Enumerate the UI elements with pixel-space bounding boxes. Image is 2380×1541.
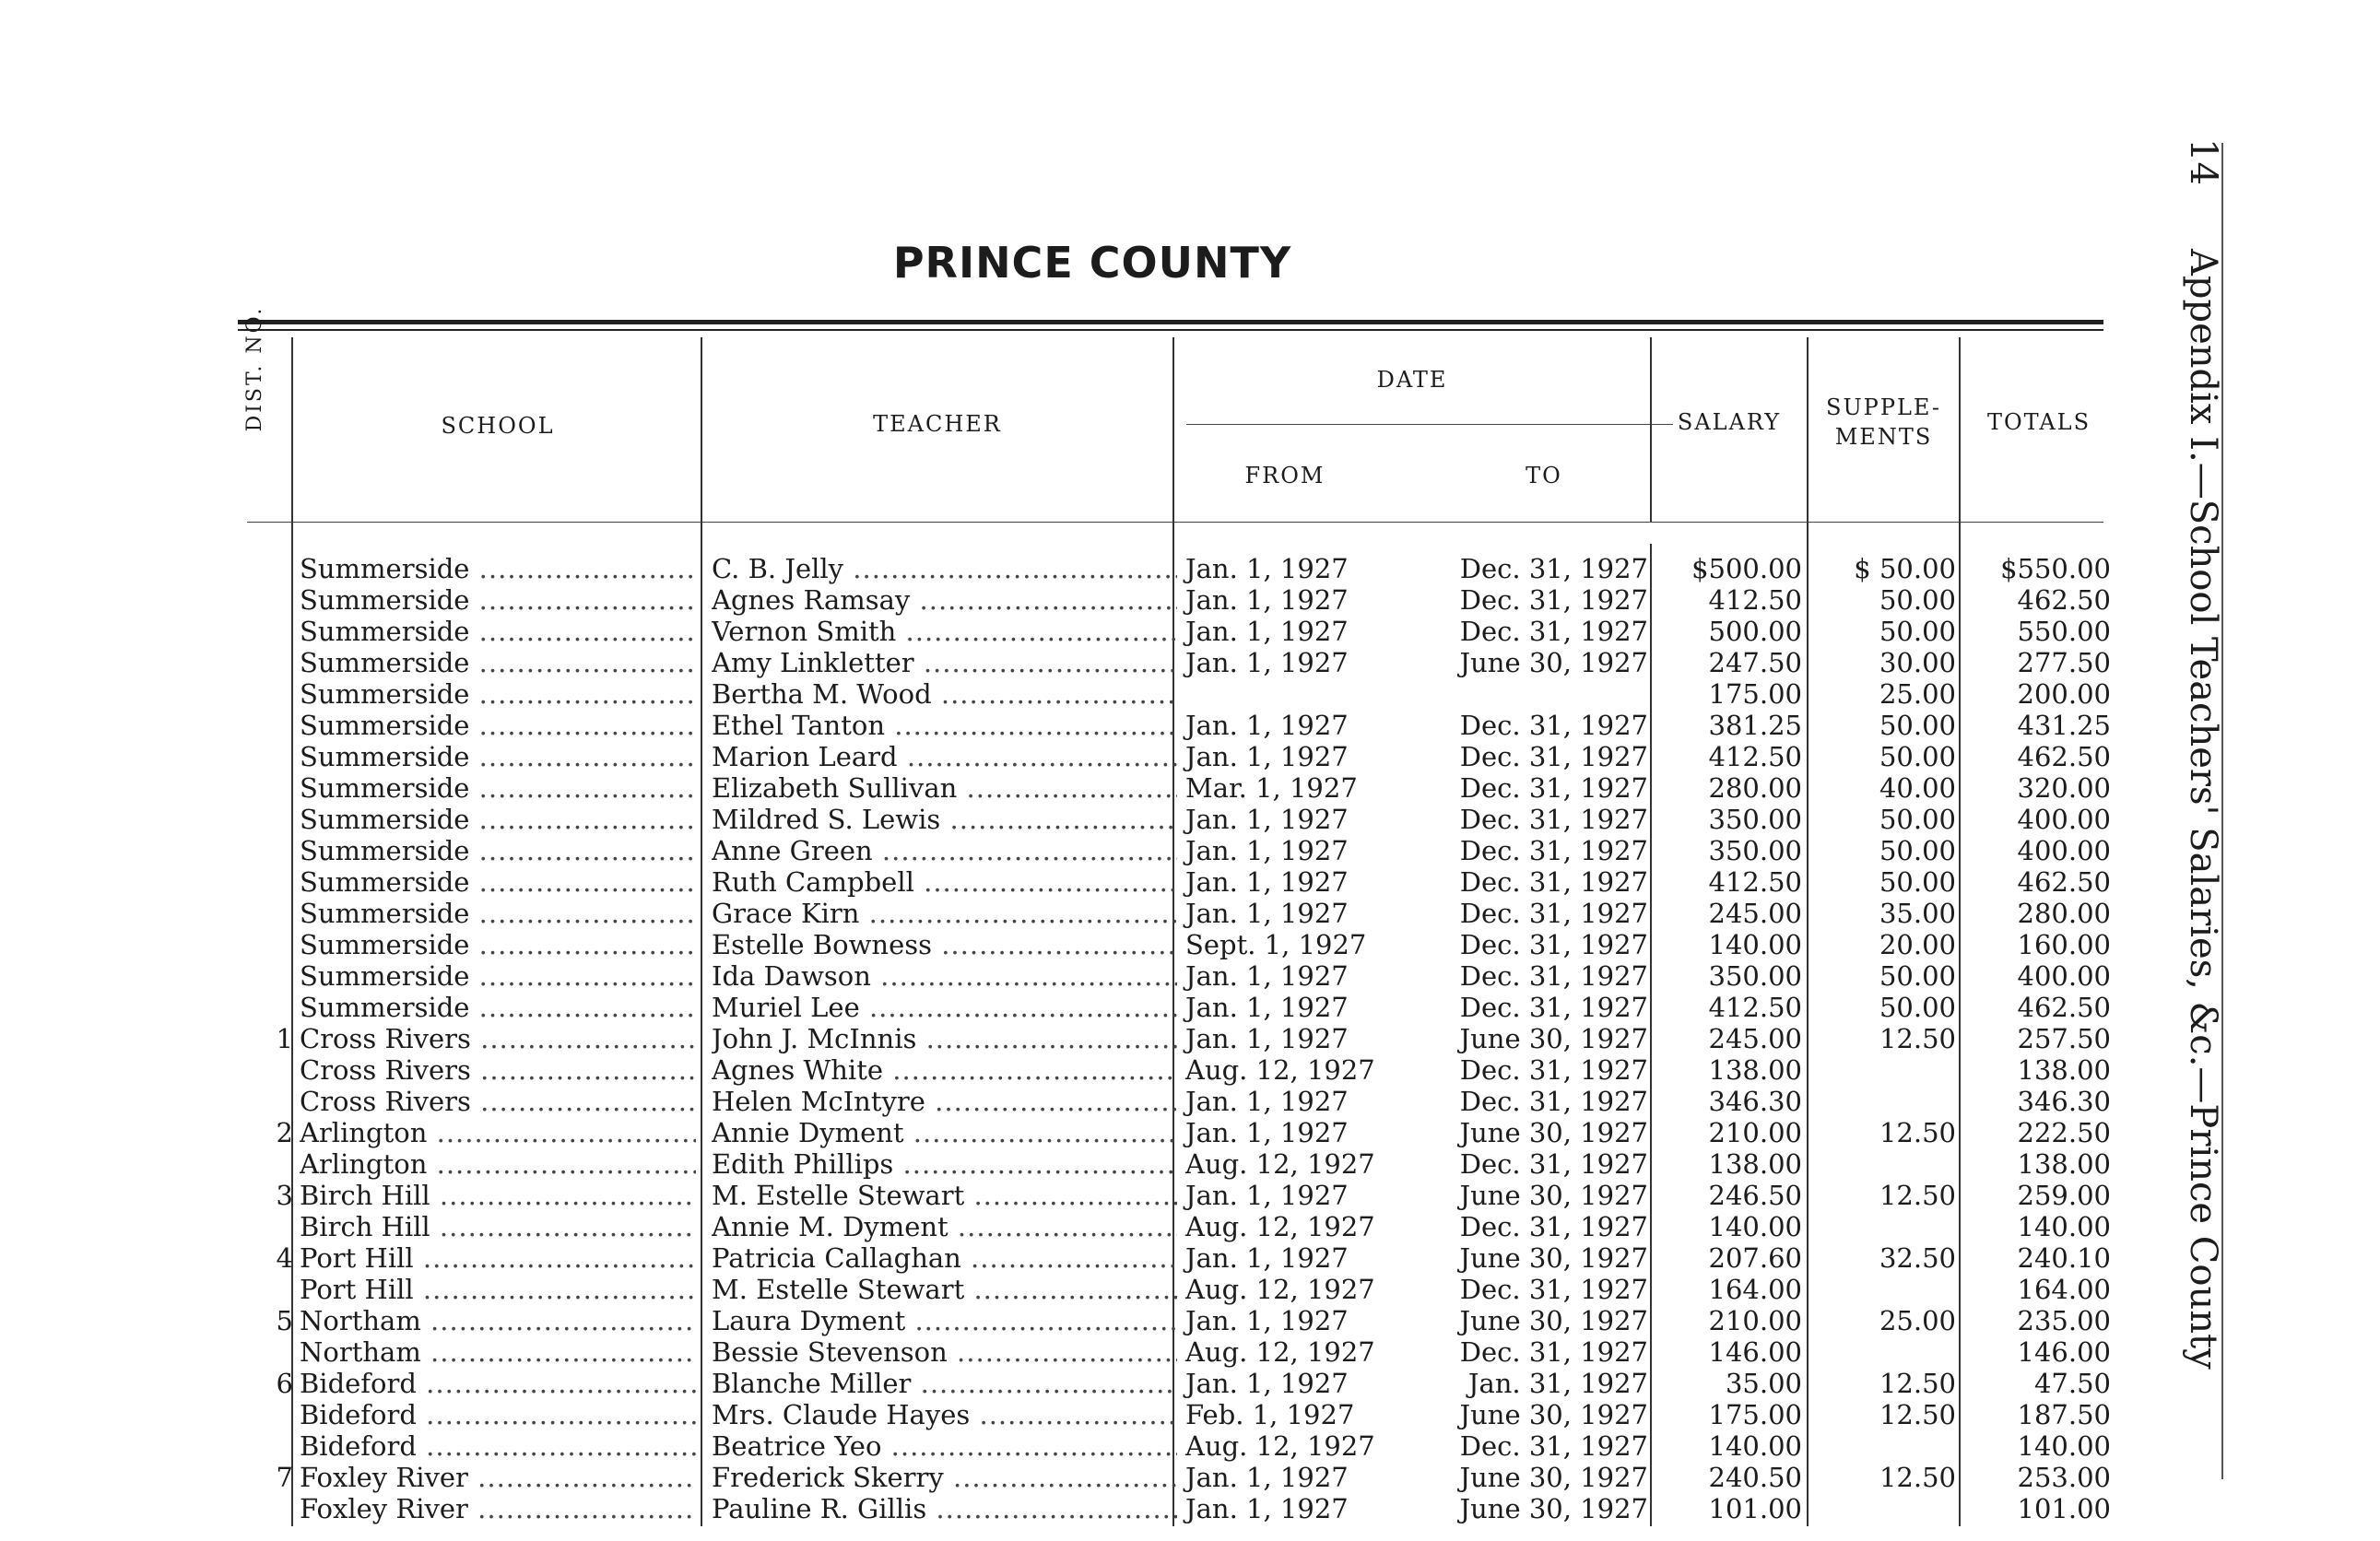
page-title: PRINCE COUNTY: [892, 238, 1292, 288]
date-divider-rule: [1186, 424, 1673, 425]
table-row: [0, 1305, 2212, 1336]
header-supplements-line1: SUPPLE-: [1826, 394, 1941, 420]
dist-number: 5: [276, 1305, 293, 1336]
date-from: Jan. 1, 1927: [1185, 1086, 1349, 1117]
table-row: [0, 1086, 2212, 1117]
salary-amount: 350.00: [1708, 960, 1802, 992]
teacher-name: Patricia Callaghan .....: [712, 1242, 1177, 1274]
table-row: [0, 1148, 2212, 1180]
date-to: Jan. 31, 1927: [1467, 1368, 1648, 1399]
school-name: Bideford .....: [300, 1368, 696, 1399]
salary-amount: 35.00: [1725, 1368, 1802, 1399]
total-amount: 550.00: [2017, 616, 2111, 647]
salary-amount: 350.00: [1708, 835, 1802, 866]
date-from: Jan. 1, 1927: [1185, 960, 1349, 992]
header-school: SCHOOL: [441, 413, 555, 439]
salary-amount: 412.50: [1708, 584, 1802, 616]
total-amount: 240.10: [2017, 1242, 2111, 1274]
total-amount: 187.50: [2017, 1399, 2111, 1430]
supplements-amount: 40.00: [1879, 772, 1956, 804]
teacher-name: Annie M. Dyment .....: [712, 1211, 1177, 1242]
header-top-rule-thin: [238, 329, 2103, 331]
table-row: [0, 992, 2212, 1023]
date-to: June 30, 1927: [1459, 1399, 1648, 1430]
date-from: Jan. 1, 1927: [1185, 866, 1349, 898]
table-row: [0, 1430, 2212, 1462]
date-from: Jan. 1, 1927: [1185, 1493, 1349, 1524]
table-row: [0, 1493, 2212, 1524]
total-amount: 253.00: [2017, 1462, 2111, 1493]
school-name: Summerside .....: [300, 804, 696, 835]
table-row: [0, 1336, 2212, 1368]
salary-amount: 164.00: [1708, 1274, 1802, 1305]
supplements-amount: 32.50: [1879, 1242, 1956, 1274]
date-to: June 30, 1927: [1459, 1117, 1648, 1148]
salary-amount: 140.00: [1708, 1430, 1802, 1462]
dist-number: 1: [276, 1023, 293, 1054]
date-to: Dec. 31, 1927: [1459, 835, 1648, 866]
header-date: DATE: [1376, 367, 1448, 393]
school-name: Arlington .....: [300, 1148, 696, 1180]
total-amount: 400.00: [2017, 960, 2111, 992]
total-amount: $550.00: [2000, 553, 2111, 584]
school-name: Arlington .....: [300, 1117, 696, 1148]
side-page-number: 14: [2182, 138, 2224, 185]
salary-amount: 412.50: [1708, 866, 1802, 898]
date-from: Jan. 1, 1927: [1185, 804, 1349, 835]
supplements-amount: 30.00: [1879, 647, 1956, 678]
date-to: Dec. 31, 1927: [1459, 1148, 1648, 1180]
total-amount: 164.00: [2017, 1274, 2111, 1305]
date-to: June 30, 1927: [1459, 1305, 1648, 1336]
school-name: Summerside .....: [300, 553, 696, 584]
supplements-amount: 50.00: [1879, 616, 1956, 647]
school-name: Port Hill .....: [300, 1274, 696, 1305]
date-to: June 30, 1927: [1459, 1023, 1648, 1054]
date-to: June 30, 1927: [1459, 1462, 1648, 1493]
table-row: [0, 741, 2212, 772]
date-from: Jan. 1, 1927: [1185, 1305, 1349, 1336]
table-row: [0, 678, 2212, 710]
teacher-name: Ida Dawson .....: [712, 960, 1177, 992]
salary-amount: 146.00: [1708, 1336, 1802, 1368]
total-amount: 346.30: [2017, 1086, 2111, 1117]
date-to: Dec. 31, 1927: [1459, 772, 1648, 804]
total-amount: 462.50: [2017, 741, 2111, 772]
dist-number: 7: [276, 1462, 293, 1493]
salary-amount: 247.50: [1708, 647, 1802, 678]
supplements-amount: 12.50: [1879, 1117, 1956, 1148]
salary-amount: $500.00: [1691, 553, 1802, 584]
date-from: Jan. 1, 1927: [1185, 584, 1349, 616]
date-to: Dec. 31, 1927: [1459, 866, 1648, 898]
header-supplements-line2: MENTS: [1834, 424, 1933, 450]
total-amount: 200.00: [2017, 678, 2111, 710]
salary-amount: 245.00: [1708, 1023, 1802, 1054]
teacher-name: John J. McInnis .....: [712, 1023, 1177, 1054]
date-from: Aug. 12, 1927: [1185, 1336, 1375, 1368]
table-row: [0, 898, 2212, 929]
school-name: Birch Hill .....: [300, 1180, 696, 1211]
supplements-amount: 12.50: [1879, 1399, 1956, 1430]
total-amount: 277.50: [2017, 647, 2111, 678]
date-from: Aug. 12, 1927: [1185, 1274, 1375, 1305]
date-to: Dec. 31, 1927: [1459, 992, 1648, 1023]
date-from: Aug. 12, 1927: [1185, 1054, 1375, 1086]
date-from: Jan. 1, 1927: [1185, 1242, 1349, 1274]
supplements-amount: 12.50: [1879, 1462, 1956, 1493]
date-to: Dec. 31, 1927: [1459, 1430, 1648, 1462]
supplements-amount: 50.00: [1879, 804, 1956, 835]
date-to: Dec. 31, 1927: [1459, 1054, 1648, 1086]
table-row: [0, 1242, 2212, 1274]
date-to: Dec. 31, 1927: [1459, 804, 1648, 835]
salary-amount: 210.00: [1708, 1117, 1802, 1148]
salary-amount: 207.60: [1708, 1242, 1802, 1274]
school-name: Summerside .....: [300, 710, 696, 741]
table-row: [0, 1462, 2212, 1493]
teacher-name: Pauline R. Gillis .....: [712, 1493, 1177, 1524]
date-from: Aug. 12, 1927: [1185, 1430, 1375, 1462]
salary-table-body: [0, 553, 2212, 1524]
teacher-name: Grace Kirn .....: [712, 898, 1177, 929]
table-row: [0, 866, 2212, 898]
total-amount: 138.00: [2017, 1148, 2111, 1180]
table-row: [0, 960, 2212, 992]
school-name: Summerside .....: [300, 960, 696, 992]
teacher-name: Agnes Ramsay .....: [712, 584, 1177, 616]
school-name: Foxley River .....: [300, 1493, 696, 1524]
teacher-name: M. Estelle Stewart .....: [712, 1180, 1177, 1211]
dist-number: 2: [276, 1117, 293, 1148]
teacher-name: Estelle Bowness .....: [712, 929, 1177, 960]
supplements-amount: 50.00: [1879, 960, 1956, 992]
table-row: [0, 553, 2212, 584]
supplements-amount: 20.00: [1879, 929, 1956, 960]
date-to: Dec. 31, 1927: [1459, 741, 1648, 772]
supplements-amount: 50.00: [1879, 992, 1956, 1023]
teacher-name: Bessie Stevenson .....: [712, 1336, 1177, 1368]
salary-amount: 140.00: [1708, 1211, 1802, 1242]
table-row: [0, 804, 2212, 835]
side-caption: Appendix I.—School Teachers' Salaries, &c.—Prince County: [2182, 249, 2224, 1370]
total-amount: 222.50: [2017, 1117, 2111, 1148]
school-name: Bideford .....: [300, 1430, 696, 1462]
teacher-name: Laura Dyment .....: [712, 1305, 1177, 1336]
salary-amount: 346.30: [1708, 1086, 1802, 1117]
header-bottom-rule: [247, 522, 2103, 523]
school-name: Summerside .....: [300, 678, 696, 710]
teacher-name: Blanche Miller .....: [712, 1368, 1177, 1399]
date-from: Feb. 1, 1927: [1185, 1399, 1355, 1430]
table-row: [0, 772, 2212, 804]
date-from: Sept. 1, 1927: [1185, 929, 1367, 960]
date-from: Jan. 1, 1927: [1185, 710, 1349, 741]
supplements-amount: 50.00: [1879, 835, 1956, 866]
salary-amount: 412.50: [1708, 992, 1802, 1023]
total-amount: 140.00: [2017, 1211, 2111, 1242]
total-amount: 320.00: [2017, 772, 2111, 804]
total-amount: 259.00: [2017, 1180, 2111, 1211]
date-from: Jan. 1, 1927: [1185, 898, 1349, 929]
date-from: Jan. 1, 1927: [1185, 553, 1349, 584]
salary-amount: 500.00: [1708, 616, 1802, 647]
school-name: Summerside .....: [300, 835, 696, 866]
header-top-rule: [238, 320, 2103, 324]
date-to: Dec. 31, 1927: [1459, 710, 1648, 741]
table-row: [0, 1399, 2212, 1430]
teacher-name: Amy Linkletter .....: [712, 647, 1177, 678]
date-to: June 30, 1927: [1459, 1180, 1648, 1211]
total-amount: 257.50: [2017, 1023, 2111, 1054]
date-to: Dec. 31, 1927: [1459, 1336, 1648, 1368]
teacher-name: Helen McIntyre .....: [712, 1086, 1177, 1117]
date-to: Dec. 31, 1927: [1459, 584, 1648, 616]
total-amount: 47.50: [2033, 1368, 2111, 1399]
teacher-name: Ethel Tanton .....: [712, 710, 1177, 741]
date-to: June 30, 1927: [1459, 1242, 1648, 1274]
salary-amount: 138.00: [1708, 1148, 1802, 1180]
total-amount: 280.00: [2017, 898, 2111, 929]
salary-amount: 240.50: [1708, 1462, 1802, 1493]
school-name: Cross Rivers .....: [300, 1054, 696, 1086]
school-name: Summerside .....: [300, 741, 696, 772]
date-from: Jan. 1, 1927: [1185, 616, 1349, 647]
teacher-name: Annie Dyment .....: [712, 1117, 1177, 1148]
date-to: Dec. 31, 1927: [1459, 898, 1648, 929]
supplements-amount: 12.50: [1879, 1180, 1956, 1211]
salary-amount: 245.00: [1708, 898, 1802, 929]
salary-amount: 138.00: [1708, 1054, 1802, 1086]
date-to: Dec. 31, 1927: [1459, 1211, 1648, 1242]
dist-number: 3: [276, 1180, 293, 1211]
supplements-amount: 50.00: [1879, 866, 1956, 898]
school-name: Bideford .....: [300, 1399, 696, 1430]
table-row: [0, 1023, 2212, 1054]
table-row: [0, 647, 2212, 678]
date-from: Aug. 12, 1927: [1185, 1211, 1375, 1242]
teacher-name: Marion Leard .....: [712, 741, 1177, 772]
school-name: Summerside .....: [300, 647, 696, 678]
total-amount: 462.50: [2017, 584, 2111, 616]
school-name: Summerside .....: [300, 992, 696, 1023]
date-to: June 30, 1927: [1459, 647, 1648, 678]
table-row: [0, 616, 2212, 647]
total-amount: 138.00: [2017, 1054, 2111, 1086]
salary-amount: 140.00: [1708, 929, 1802, 960]
teacher-name: Elizabeth Sullivan .....: [712, 772, 1177, 804]
total-amount: 101.00: [2017, 1493, 2111, 1524]
total-amount: 462.50: [2017, 992, 2111, 1023]
school-name: Birch Hill .....: [300, 1211, 696, 1242]
teacher-name: Beatrice Yeo .....: [712, 1430, 1177, 1462]
table-row: [0, 1054, 2212, 1086]
table-row: [0, 1180, 2212, 1211]
teacher-name: Muriel Lee .....: [712, 992, 1177, 1023]
school-name: Summerside .....: [300, 866, 696, 898]
dist-number: 4: [276, 1242, 293, 1274]
school-name: Northam .....: [300, 1336, 696, 1368]
school-name: Summerside .....: [300, 772, 696, 804]
supplements-amount: 50.00: [1879, 584, 1956, 616]
salary-amount: 412.50: [1708, 741, 1802, 772]
salary-amount: 210.00: [1708, 1305, 1802, 1336]
date-to: Dec. 31, 1927: [1459, 960, 1648, 992]
total-amount: 400.00: [2017, 804, 2111, 835]
total-amount: 431.25: [2017, 710, 2111, 741]
header-salary: SALARY: [1677, 409, 1782, 435]
table-row: [0, 1368, 2212, 1399]
salary-amount: 175.00: [1708, 1399, 1802, 1430]
school-name: Cross Rivers .....: [300, 1023, 696, 1054]
teacher-name: Mrs. Claude Hayes .....: [712, 1399, 1177, 1430]
total-amount: 160.00: [2017, 929, 2111, 960]
header-dist-no: DIST. NO.: [243, 305, 266, 432]
date-to: Dec. 31, 1927: [1459, 616, 1648, 647]
teacher-name: Edith Phillips .....: [712, 1148, 1177, 1180]
table-row: [0, 1211, 2212, 1242]
teacher-name: Anne Green .....: [712, 835, 1177, 866]
supplements-amount: 25.00: [1879, 1305, 1956, 1336]
date-to: Dec. 31, 1927: [1459, 929, 1648, 960]
header-from: FROM: [1244, 463, 1325, 488]
salary-amount: 246.50: [1708, 1180, 1802, 1211]
header-teacher: TEACHER: [873, 411, 1002, 437]
date-from: Jan. 1, 1927: [1185, 992, 1349, 1023]
total-amount: 146.00: [2017, 1336, 2111, 1368]
table-row: [0, 584, 2212, 616]
date-from: Jan. 1, 1927: [1185, 835, 1349, 866]
date-from: Jan. 1, 1927: [1185, 1117, 1349, 1148]
total-amount: 235.00: [2017, 1305, 2111, 1336]
dist-number: 6: [276, 1368, 293, 1399]
table-row: [0, 929, 2212, 960]
school-name: Port Hill .....: [300, 1242, 696, 1274]
date-to: Dec. 31, 1927: [1459, 1274, 1648, 1305]
supplements-amount: 12.50: [1879, 1368, 1956, 1399]
table-row: [0, 835, 2212, 866]
date-from: Jan. 1, 1927: [1185, 741, 1349, 772]
supplements-amount: 35.00: [1879, 898, 1956, 929]
date-to: Dec. 31, 1927: [1459, 553, 1648, 584]
date-from: Jan. 1, 1927: [1185, 1023, 1349, 1054]
teacher-name: Vernon Smith .....: [712, 616, 1177, 647]
total-amount: 462.50: [2017, 866, 2111, 898]
teacher-name: Ruth Campbell .....: [712, 866, 1177, 898]
teacher-name: Bertha M. Wood .....: [712, 678, 1177, 710]
salary-amount: 101.00: [1708, 1493, 1802, 1524]
supplements-amount: 25.00: [1879, 678, 1956, 710]
date-to: June 30, 1927: [1459, 1493, 1648, 1524]
date-to: Dec. 31, 1927: [1459, 1086, 1648, 1117]
teacher-name: Frederick Skerry .....: [712, 1462, 1177, 1493]
date-from: Jan. 1, 1927: [1185, 647, 1349, 678]
supplements-amount: 50.00: [1879, 710, 1956, 741]
date-from: Jan. 1, 1927: [1185, 1180, 1349, 1211]
date-from: Jan. 1, 1927: [1185, 1462, 1349, 1493]
salary-amount: 350.00: [1708, 804, 1802, 835]
supplements-amount: 50.00: [1879, 741, 1956, 772]
salary-amount: 381.25: [1708, 710, 1802, 741]
teacher-name: Agnes White .....: [712, 1054, 1177, 1086]
table-row: [0, 1274, 2212, 1305]
table-row: [0, 1117, 2212, 1148]
teacher-name: Mildred S. Lewis .....: [712, 804, 1177, 835]
salary-amount: 280.00: [1708, 772, 1802, 804]
school-name: Northam .....: [300, 1305, 696, 1336]
teacher-name: C. B. Jelly .....: [712, 553, 1177, 584]
school-name: Summerside .....: [300, 616, 696, 647]
header-totals: TOTALS: [1986, 409, 2091, 435]
school-name: Foxley River .....: [300, 1462, 696, 1493]
header-to: TO: [1526, 463, 1562, 488]
school-name: Summerside .....: [300, 929, 696, 960]
school-name: Summerside .....: [300, 898, 696, 929]
date-from: Jan. 1, 1927: [1185, 1368, 1349, 1399]
total-amount: 140.00: [2017, 1430, 2111, 1462]
date-from: Aug. 12, 1927: [1185, 1148, 1375, 1180]
salary-amount: 175.00: [1708, 678, 1802, 710]
table-row: [0, 710, 2212, 741]
date-from: Mar. 1, 1927: [1185, 772, 1358, 804]
supplements-amount: $ 50.00: [1854, 553, 1956, 584]
supplements-amount: 12.50: [1879, 1023, 1956, 1054]
school-name: Summerside .....: [300, 584, 696, 616]
total-amount: 400.00: [2017, 835, 2111, 866]
teacher-name: M. Estelle Stewart .....: [712, 1274, 1177, 1305]
school-name: Cross Rivers .....: [300, 1086, 696, 1117]
